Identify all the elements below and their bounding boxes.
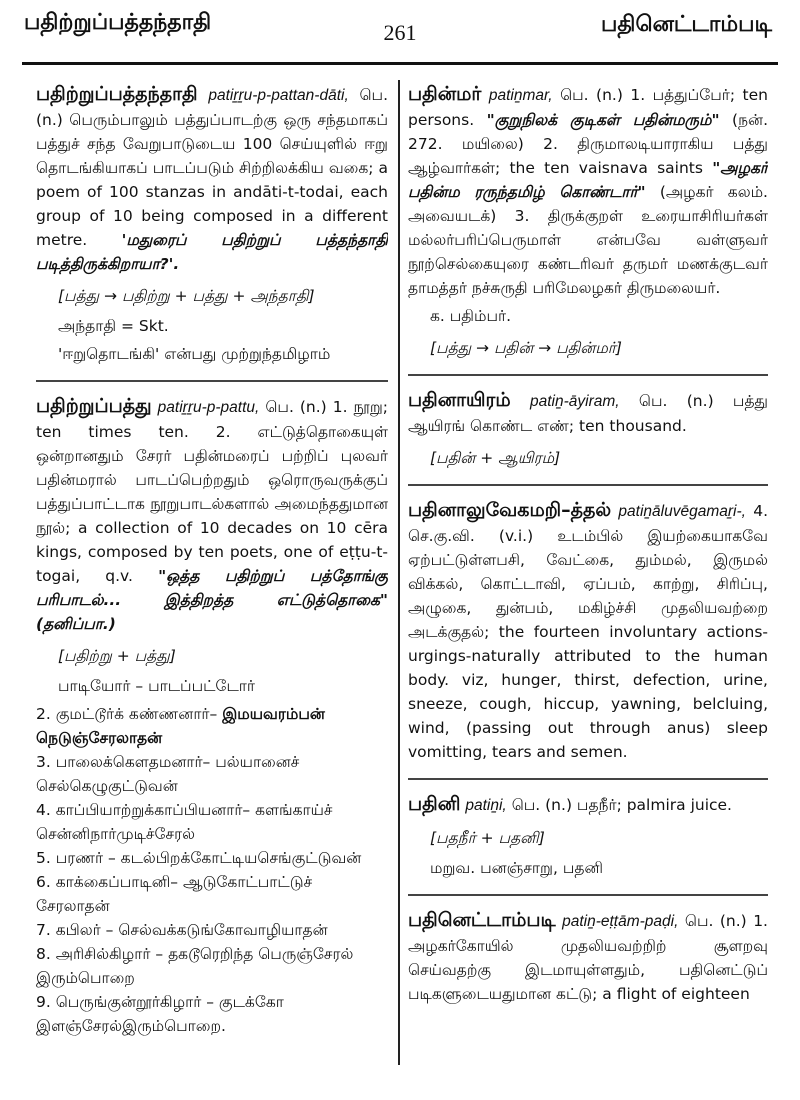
poet-name: 3. பாலைக்கௌதமனார்– — [36, 753, 211, 771]
entry-text — [36, 394, 388, 636]
poet-line — [36, 798, 388, 846]
entry-separator — [408, 374, 768, 376]
headword: பதினாயிரம் — [408, 389, 511, 411]
transliteration: patiṟṟu-p-pattan-dāti, — [208, 87, 349, 104]
entry-separator — [408, 778, 768, 780]
poet-line: 8. அரிசில்கிழார் – தகடூரெறிந்த பெருஞ்சேரல் இரும்பொறை — [36, 945, 354, 987]
quotation: "ஒத்த பதிற்றுப் பத்தோங்கு பரிபாடல்... இத்திறத்த எட்டுத்தொகை" (தனிப்பா.) — [36, 567, 388, 633]
headword: பதினெட்டாம்படி — [408, 909, 556, 931]
entry-separator — [408, 894, 768, 896]
entry-text — [408, 388, 768, 438]
entry-patinayiram — [408, 388, 768, 470]
entry-separator — [36, 380, 388, 382]
entry-text — [408, 498, 768, 764]
column-divider — [398, 80, 400, 1065]
poets-heading: பாடியோர் – பாடப்பட்டோர் — [58, 677, 255, 695]
entry-text — [408, 908, 768, 1006]
transliteration: patiṉmar, — [488, 87, 553, 104]
poet-line: 7. கபிலர் – செல்வக்கடுங்கோவாழியாதன் — [36, 921, 328, 939]
etymology: [பத்து → பதின் → பதின்மர்] — [430, 339, 622, 357]
poet-name: 4. காப்பியாற்றுக்காப்பியனார்– — [36, 801, 251, 819]
entry-text — [408, 82, 768, 300]
etymology: [பதின் + ஆயிரம்] — [430, 449, 561, 467]
quotation: "அழகர் பதின்ம ரருந்தமிழ் கொண்டார்" — [408, 159, 768, 201]
left-column — [36, 82, 388, 1052]
entry-patinmar — [408, 82, 768, 360]
entry-text — [408, 792, 768, 818]
king-name: ஆடுகோட்பாட்டுச் சேரலாதன் — [36, 873, 313, 915]
etymology: [பதிற்று + பத்து] — [58, 647, 176, 665]
transliteration: patiṉāluvēgamaṟi-, — [618, 503, 746, 520]
definition: (நன். 272. மயிலை) 2. திருமாலடியாராகிய பத்து ஆழ்வார்கள்; the ten vaisnava saints — [408, 111, 768, 177]
definition: 1. நூறு; ten times ten. 2. எட்டுத்தொகையுள் ஒன்றானதும் சேரர் பதின்மரைப் பற்றிப் புலவர் பதின்மரால் பாடப்பெற்றதும் ஒரொருவருக்குப் பத்துப்பாட்டாக நூறுபாடல்களால் அமைந்ததுமான நூல்; a collection of 10 decades on 10 cēra kings, composed by ten poets, one of eṭṭu-t-togai, q.v. — [36, 398, 388, 585]
definition: பெ. (n.) 1. அழகர்கோயில் முதலியவற்றிற் சூளறவு செய்வதற்கு இடமாயுள்ளதும், பதினெட்டுப் படிகளுடையதுமான கட்டு; a flight of eighteen — [408, 912, 768, 1003]
definition: 4. செ.கு.வி. (v.i.) உடம்பில் இயற்கையாகவே ஏற்பட்டுள்ளபசி, வேட்கை, தும்மல், இருமல் விக்கல், கொட்டாவி, ஏப்பம், காற்று, சிரிப்பு, அழுகை, துன்பம், மகிழ்ச்சி முதலியவற்றை அடக்குதல்; the fourteen involuntary actions-urgings-naturally attributed to the human body. viz, hunger, thirst, defection, urine, sneeze, cough, hiccup, yawning, belcluing, wind, (passing out through anus) sleep vomitting, tears and semen. — [408, 502, 768, 761]
transliteration: patiṉ-āyiram, — [530, 393, 620, 410]
transliteration: patiṉi, — [465, 797, 507, 814]
poet-line — [36, 750, 388, 798]
transliteration: patiṉ-eṭṭām-paḍi, — [562, 913, 679, 930]
poet-line — [36, 870, 388, 918]
headword: பதினி — [408, 793, 461, 815]
definition: பெ. (n.) பெரும்பாலும் பத்துப்பாடற்கு ஒரு சந்தமாகப் பத்துச் சந்த வேறுபாடுடைய 100 செய்யுளில் ஈறு தொடங்கியாகப் பாடப்படும் சிற்றிலக்கிய வகை; a poem of 100 stanzas in andāti-t-todai, each group of 10 being composed in a different metre. — [36, 86, 388, 249]
entry-patini — [408, 792, 768, 880]
poet-line: 9. பெருங்குன்றூர்கிழார் – குடக்கோ இளஞ்சேரல்இரும்பொறை. — [36, 993, 284, 1035]
header-rule — [22, 62, 778, 65]
king-name: இமயவரம்பன் நெடுஞ்சேரலாதன் — [36, 705, 325, 747]
entry-text — [36, 82, 388, 276]
poet-name: 6. காக்கைப்பாடினி– — [36, 873, 179, 891]
king-name: பல்யானைச் செல்கெழுகுட்டுவன் — [36, 753, 300, 795]
definition: (அழகர் கலம். அவையடக்) 3. திருக்குறள் உரையாசிரியர்கள் மல்லர்பரிப்பெருமாள் என்பவே வள்ளுவர் நூற்செல்கையுரை கண்டரிவர் தருமர் மணக்குடவர் தாமத்தர் நச்சுருதி பரிமேலழகர் திருமலையர். — [408, 183, 768, 297]
note: மறுவ. பனஞ்சாறு, பதனி — [430, 859, 603, 877]
entry-patirruppattu — [36, 394, 388, 1038]
entry-separator — [408, 484, 768, 486]
page-number: 261 — [383, 20, 417, 45]
poet-name: 2. குமட்டூர்க் கண்ணனார்– — [36, 705, 218, 723]
part-of-speech: பெ. (n.) — [265, 398, 327, 416]
headword: பதிற்றுப்பத்தந்தாதி — [36, 83, 198, 105]
headword: பதிற்றுப்பத்து — [36, 395, 152, 417]
etymology: [பத்து → பதிற்று + பத்து + அந்தாதி] — [58, 287, 315, 305]
definition: பெ. (n.) பத்து ஆயிரங் கொண்ட எண்; ten thousand. — [408, 392, 768, 435]
entry-patirruppattandati — [36, 82, 388, 366]
etymology: [பதநீர் + பதனி] — [430, 829, 545, 847]
right-column — [408, 82, 768, 1020]
running-head-right: பதினெட்டாம்படி — [601, 12, 772, 37]
poet-line — [36, 702, 388, 750]
headword: பதினாலுவேகமறி–த்தல் — [408, 499, 612, 521]
entry-patinettampadi — [408, 908, 768, 1006]
transliteration: patiṟṟu-p-pattu, — [157, 399, 260, 416]
note: 'ஈறுதொடங்கி' என்பது முற்றுந்தமிழாம் — [58, 345, 331, 363]
headword: பதின்மர் — [408, 83, 482, 105]
king-name: களங்காய்ச் சென்னிநார்முடிச்சேரல் — [36, 801, 333, 843]
entry-patinaluvegamari — [408, 498, 768, 764]
quotation: 'மதுரைப் பதிற்றுப் பத்தந்தாதி படித்திருக்கிறாயா?'. — [36, 231, 388, 273]
poet-line: 5. பரணர் – கடல்பிறக்கோட்டியசெங்குட்டுவன் — [36, 849, 362, 867]
running-head-left: பதிற்றுப்பத்தந்தாதி — [24, 10, 212, 35]
definition: பெ. (n.) பதநீர்; palmira juice. — [511, 796, 732, 814]
definition: பெ. (n.) 1. பத்துப்பேர்; ten persons. — [408, 86, 768, 129]
quotation: "குறுநிலக் குடிகள் பதின்மரும்" — [486, 111, 720, 129]
note: அந்தாதி = Skt. — [58, 317, 169, 335]
note: க. பதிம்பர். — [430, 307, 512, 325]
page-header — [0, 0, 800, 64]
